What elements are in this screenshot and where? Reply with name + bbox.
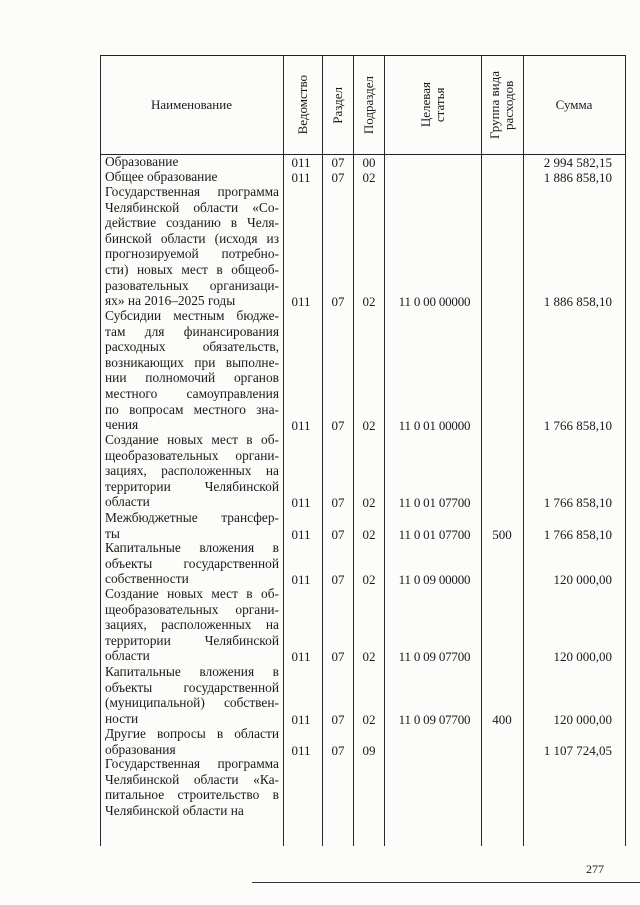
summa-cell: 2 994 582,15 [543,155,612,170]
header-podrazdel [353,56,384,154]
row-name-line: возникающих при выполне- [105,354,279,370]
row-name-line: Общее образование [105,169,218,184]
row-name-line: Субсидии местным бюдже- [105,308,279,323]
header-gruppa-line1: Группа вида [487,71,502,139]
razdel-cell: 07 [331,418,345,434]
razdel-cell: 07 [331,572,345,588]
row-name-line: прогнозируемой потребно- [105,246,279,262]
row-name-line: Создание новых мест в об- [105,432,279,447]
header-razdel-label: Раздел [329,86,345,124]
column-divider [481,56,482,846]
row-name [105,726,279,757]
row-name-line: Другие вопросы в области [105,726,279,741]
row-name-line: территории Челябинской [105,478,279,494]
celevaya-cell: 11 0 01 07700 [398,526,471,542]
razdel-cell: 07 [331,155,345,170]
column-divider [322,56,323,846]
header-summa [523,56,625,154]
summa-cell: 1 766 858,10 [543,526,612,542]
summa-cell: 1 766 858,10 [543,495,612,511]
podrazdel-cell: 02 [362,572,376,588]
row-name-line: сти) новых мест в общеоб- [105,261,279,277]
razdel-cell: 07 [331,294,345,310]
row-name-line: Создание новых мест в об- [105,586,279,601]
row-name-line: разовательных организаци- [105,277,279,293]
razdel-cell: 07 [331,711,345,727]
podrazdel-cell: 02 [362,649,376,665]
summa-cell: 1 766 858,10 [543,418,612,434]
row-name-line: Образование [105,154,179,169]
celevaya-cell: 11 0 00 00000 [398,294,471,310]
row-name [105,664,279,726]
header-celevaya-line2: статья [431,87,447,123]
celevaya-cell: 11 0 09 00000 [398,572,471,588]
row-name-line: образования [105,741,176,757]
row-name-line: местного самоуправления [105,385,279,401]
celevaya-cell: 11 0 01 00000 [398,418,471,434]
vedomstvo-cell: 011 [291,418,311,434]
table-border-left [100,56,101,846]
row-name-line: ты [105,525,120,541]
budget-table [100,55,626,846]
row-name [105,510,279,541]
gruppa-cell: 500 [492,526,512,542]
podrazdel-cell: 02 [362,294,376,310]
podrazdel-cell: 02 [362,170,376,185]
header-name-label: Наименование [151,97,232,112]
header-celevaya-label [419,82,447,127]
razdel-cell: 07 [331,526,345,542]
row-name [105,756,279,818]
header-name [100,56,283,154]
table-border-right [625,56,626,846]
row-name-line: зациях, расположенных на [105,617,279,633]
row-name-line: там для финансирования [105,323,279,339]
summa-cell: 120 000,00 [553,572,612,588]
page-bottom-rule [252,882,640,883]
razdel-cell: 07 [331,170,345,185]
vedomstvo-cell: 011 [291,711,311,727]
vedomstvo-cell: 011 [291,572,311,588]
header-vedomstvo-label: Ведомство [294,75,310,135]
row-name [105,184,279,309]
row-name-line: Капитальные вложения в [105,664,279,679]
vedomstvo-cell: 011 [291,742,311,758]
celevaya-cell: 11 0 09 07700 [398,711,471,727]
vedomstvo-cell: 011 [291,155,311,170]
header-razdel [322,56,353,154]
header-celevaya [384,56,481,154]
header-vedomstvo [283,56,322,154]
summa-cell: 120 000,00 [553,711,612,727]
row-name-line: бинской области (исходя из [105,230,279,246]
column-divider [283,56,284,846]
row-name [105,169,279,185]
vedomstvo-cell: 011 [291,649,311,665]
row-name-line: по вопросам местного зна- [105,401,279,417]
summa-cell: 1 886 858,10 [543,170,612,185]
vedomstvo-cell: 011 [291,526,311,542]
header-gruppa-line2: расходов [501,80,516,130]
podrazdel-cell: 02 [362,526,376,542]
row-name-line: территории Челябинской [105,632,279,648]
header-gruppa-label [488,71,516,139]
row-name-line: Государственная программа [105,756,279,771]
podrazdel-cell: 09 [362,742,376,758]
header-summa-label: Сумма [555,97,593,112]
row-name [105,308,279,433]
row-name-line: области [105,494,150,510]
row-name [105,540,279,587]
row-name-line: чения [105,417,139,433]
celevaya-cell: 11 0 09 07700 [398,649,471,665]
row-name-line: нии полномочий органов [105,370,279,386]
row-name-line: Межбюджетные трансфер- [105,510,279,525]
row-name-line: ности [105,710,139,726]
row-name-line: Государственная программа [105,184,279,199]
summa-cell: 120 000,00 [553,649,612,665]
vedomstvo-cell: 011 [291,170,311,185]
podrazdel-cell: 02 [362,711,376,727]
row-name-line: объекты государственной [105,679,279,695]
razdel-cell: 07 [331,649,345,665]
podrazdel-cell: 02 [362,418,376,434]
row-name-line: (муниципальной) собствен- [105,695,279,711]
row-name-line: действие созданию в Челя- [105,215,279,231]
row-name [105,432,279,510]
row-name [105,154,279,170]
razdel-cell: 07 [331,742,345,758]
summa-cell: 1 107 724,05 [543,742,612,758]
row-name-line: питальное строительство в [105,787,279,803]
column-divider [384,56,385,846]
gruppa-cell: 400 [492,711,512,727]
page-number: 277 [586,862,604,876]
header-celevaya-line1: Целевая [417,82,433,128]
row-name-line: Челябинской области «Со- [105,199,279,215]
celevaya-cell: 11 0 01 07700 [398,495,471,511]
row-name-line: щеобразовательных органи- [105,601,279,617]
razdel-cell: 07 [331,495,345,511]
header-podrazdel-label: Подраздел [360,75,376,135]
vedomstvo-cell: 011 [291,294,311,310]
header-gruppa [481,56,523,154]
podrazdel-cell: 00 [362,155,376,170]
row-name-line: Челябинской области на [105,802,244,818]
summa-cell: 1 886 858,10 [543,294,612,310]
row-name-line: расходных обязательств, [105,339,279,355]
row-name-line: ях» на 2016–2025 годы [105,293,236,309]
podrazdel-cell: 02 [362,495,376,511]
row-name [105,586,279,664]
row-name-line: объекты государственной [105,555,279,571]
row-name-line: Капитальные вложения в [105,540,279,555]
row-name-line: щеобразовательных органи- [105,447,279,463]
vedomstvo-cell: 011 [291,495,311,511]
row-name-line: собственности [105,571,189,587]
row-name-line: Челябинской области «Ка- [105,771,279,787]
row-name-line: зациях, расположенных на [105,463,279,479]
row-name-line: области [105,648,150,664]
